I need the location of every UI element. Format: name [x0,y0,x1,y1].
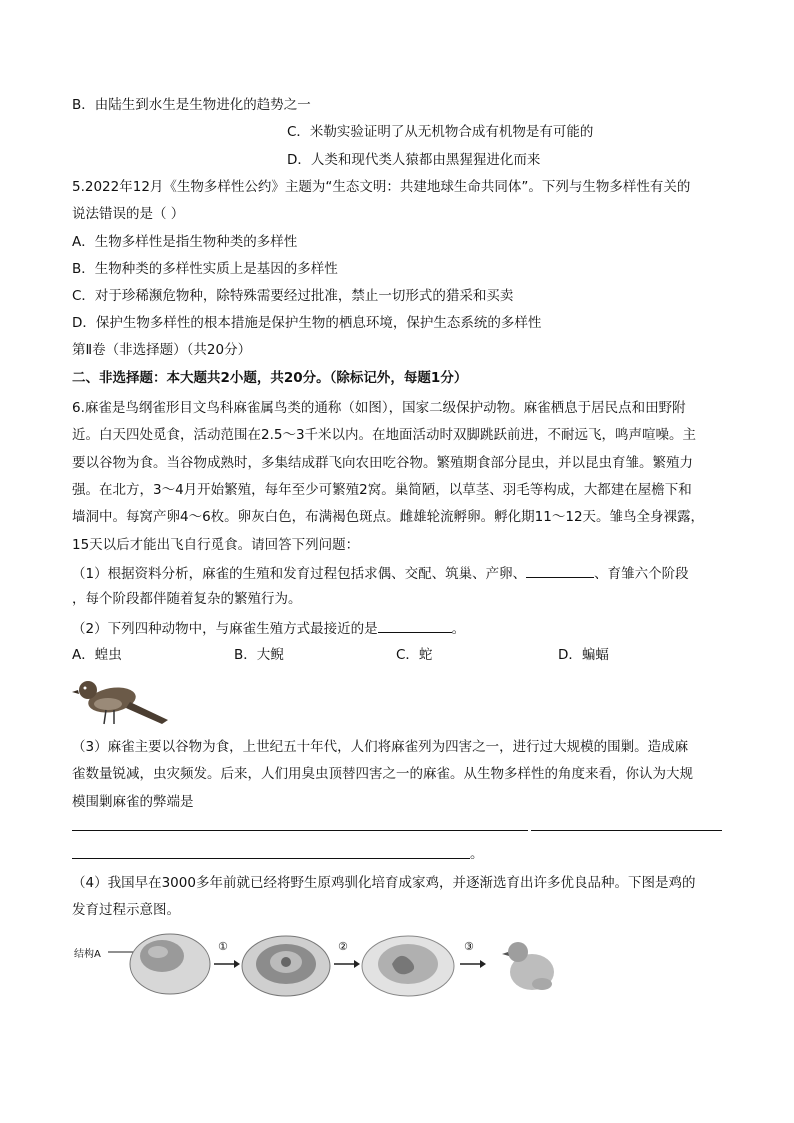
q6-sub1-text: （1）根据资料分析，麻雀的生殖和发育过程包括求偶、交配、筑巢、产卵、 [72,566,527,582]
sparrow-image [72,672,172,728]
q5-stem-line2: 说法错误的是（ ） [72,206,185,222]
q6-sub1-line2: ，每个阶段都伴随着复杂的繁殖行为。 [72,591,302,607]
q6-para-line5: 墙洞中。每窝产卵4～6枚。卵灰白色，布满褐色斑点。雌雄轮流孵卵。孵化期11～12天。雏鸟全身裸露， [72,509,705,525]
q6-sub3-line1: （3）麻雀主要以谷物为食，上世纪五十年代，人们将麻雀列为四害之一，进行过大规模的围剿。造成麻 [72,739,689,755]
q6-sub2-text: （2）下列四种动物中，与麻雀生殖方式最接近的是 [72,621,378,637]
q6-sub4-line1: （4）我国早在3000多年前就已经将野生原鸡驯化培育成家鸡，并逐渐选育出许多优良品种。下图是鸡的 [72,875,696,891]
step-3-label: ③ [464,940,474,953]
q6-para-line6: 15天以后才能出飞自行觅食。请回答下列问题： [72,537,360,553]
q5-option-d: D．保护生物多样性的根本措施是保护生物的栖息环境，保护生态系统的多样性 [72,315,542,331]
q6-sub1-text-end: 、育雏六个阶段 [594,566,689,582]
section-heading: 二、非选择题：本大题共2小题，共20分。（除标记外，每题1分） [72,370,468,386]
q6-sub3-period: 。 [470,846,484,862]
q5-option-b: B．生物种类的多样性实质上是基因的多样性 [72,261,338,277]
q6-sub3-answer-line1[interactable] [72,830,528,831]
q6-sub4-line2: 发育过程示意图。 [72,902,180,918]
q6-para-line1: 6.麻雀是鸟纲雀形目文鸟科麻雀属鸟类的通称（如图），国家二级保护动物。麻雀栖息于居民点和田野附 [72,400,686,416]
q6-para-line3: 要以谷物为食。当谷物成熟时，多集结成群飞向农田吃谷物。繁殖期食部分昆虫，并以昆虫育雏。繁殖力 [72,455,693,471]
chicken-development-figure [72,928,572,1000]
q6-sub3-line3: 模围剿麻雀的弊端是 [72,794,194,810]
q6-sub2-option-c: C．蛇 [396,647,433,663]
step-1-label: ① [218,940,228,953]
q5-option-c: C．对于珍稀濒危物种，除特殊需要经过批准，禁止一切形式的猎采和买卖 [72,288,514,304]
q6-sub2-line [72,618,465,638]
q6-sub2-period: 。 [451,621,466,637]
q6-sub2-answer-blank[interactable] [378,618,452,633]
q6-sub2-option-b: B．大鲵 [234,647,284,663]
q6-sub2-option-d: D．蝙蝠 [558,647,609,663]
q4-option-b: B．由陆生到水生是生物进化的趋势之一 [72,97,311,113]
q5-stem-line1: 5.2022年12月《生物多样性公约》主题为“生态文明：共建地球生命共同体”。下列与生物多样性有关的 [72,179,691,195]
q6-sub3-line2: 雀数量锐减，虫灾频发。后来，人们用臭虫顶替四害之一的麻雀。从生物多样性的角度来看，你认为大规 [72,766,693,782]
q4-option-d: D．人类和现代类人猿都由黑猩猩进化而来 [287,152,541,168]
q5-option-a: A．生物多样性是指生物种类的多样性 [72,234,298,250]
q6-sub1-answer-blank[interactable] [526,563,594,578]
part2-title: 第Ⅱ卷（非选择题）（共20分） [72,342,252,358]
step-2-label: ② [338,940,348,953]
q4-option-c: C．米勒实验证明了从无机物合成有机物是有可能的 [287,124,594,140]
q6-sub3-answer-line2[interactable] [531,830,722,831]
q6-para-line4: 强。在北方，3～4月开始繁殖，每年至少可繁殖2窝。巢简陋，以草茎、羽毛等构成，大都建在屋檐下和 [72,482,692,498]
q6-sub3-answer-line3[interactable] [72,858,470,859]
q6-sub1-line1 [72,563,689,583]
structure-a-label: 结构A [74,949,101,960]
q6-para-line2: 近。白天四处觅食，活动范围在2.5～3千米以内。在地面活动时双脚跳跃前进，不耐远飞，鸣声喧噪。主 [72,427,697,443]
q6-sub2-option-a: A．蝗虫 [72,647,122,663]
